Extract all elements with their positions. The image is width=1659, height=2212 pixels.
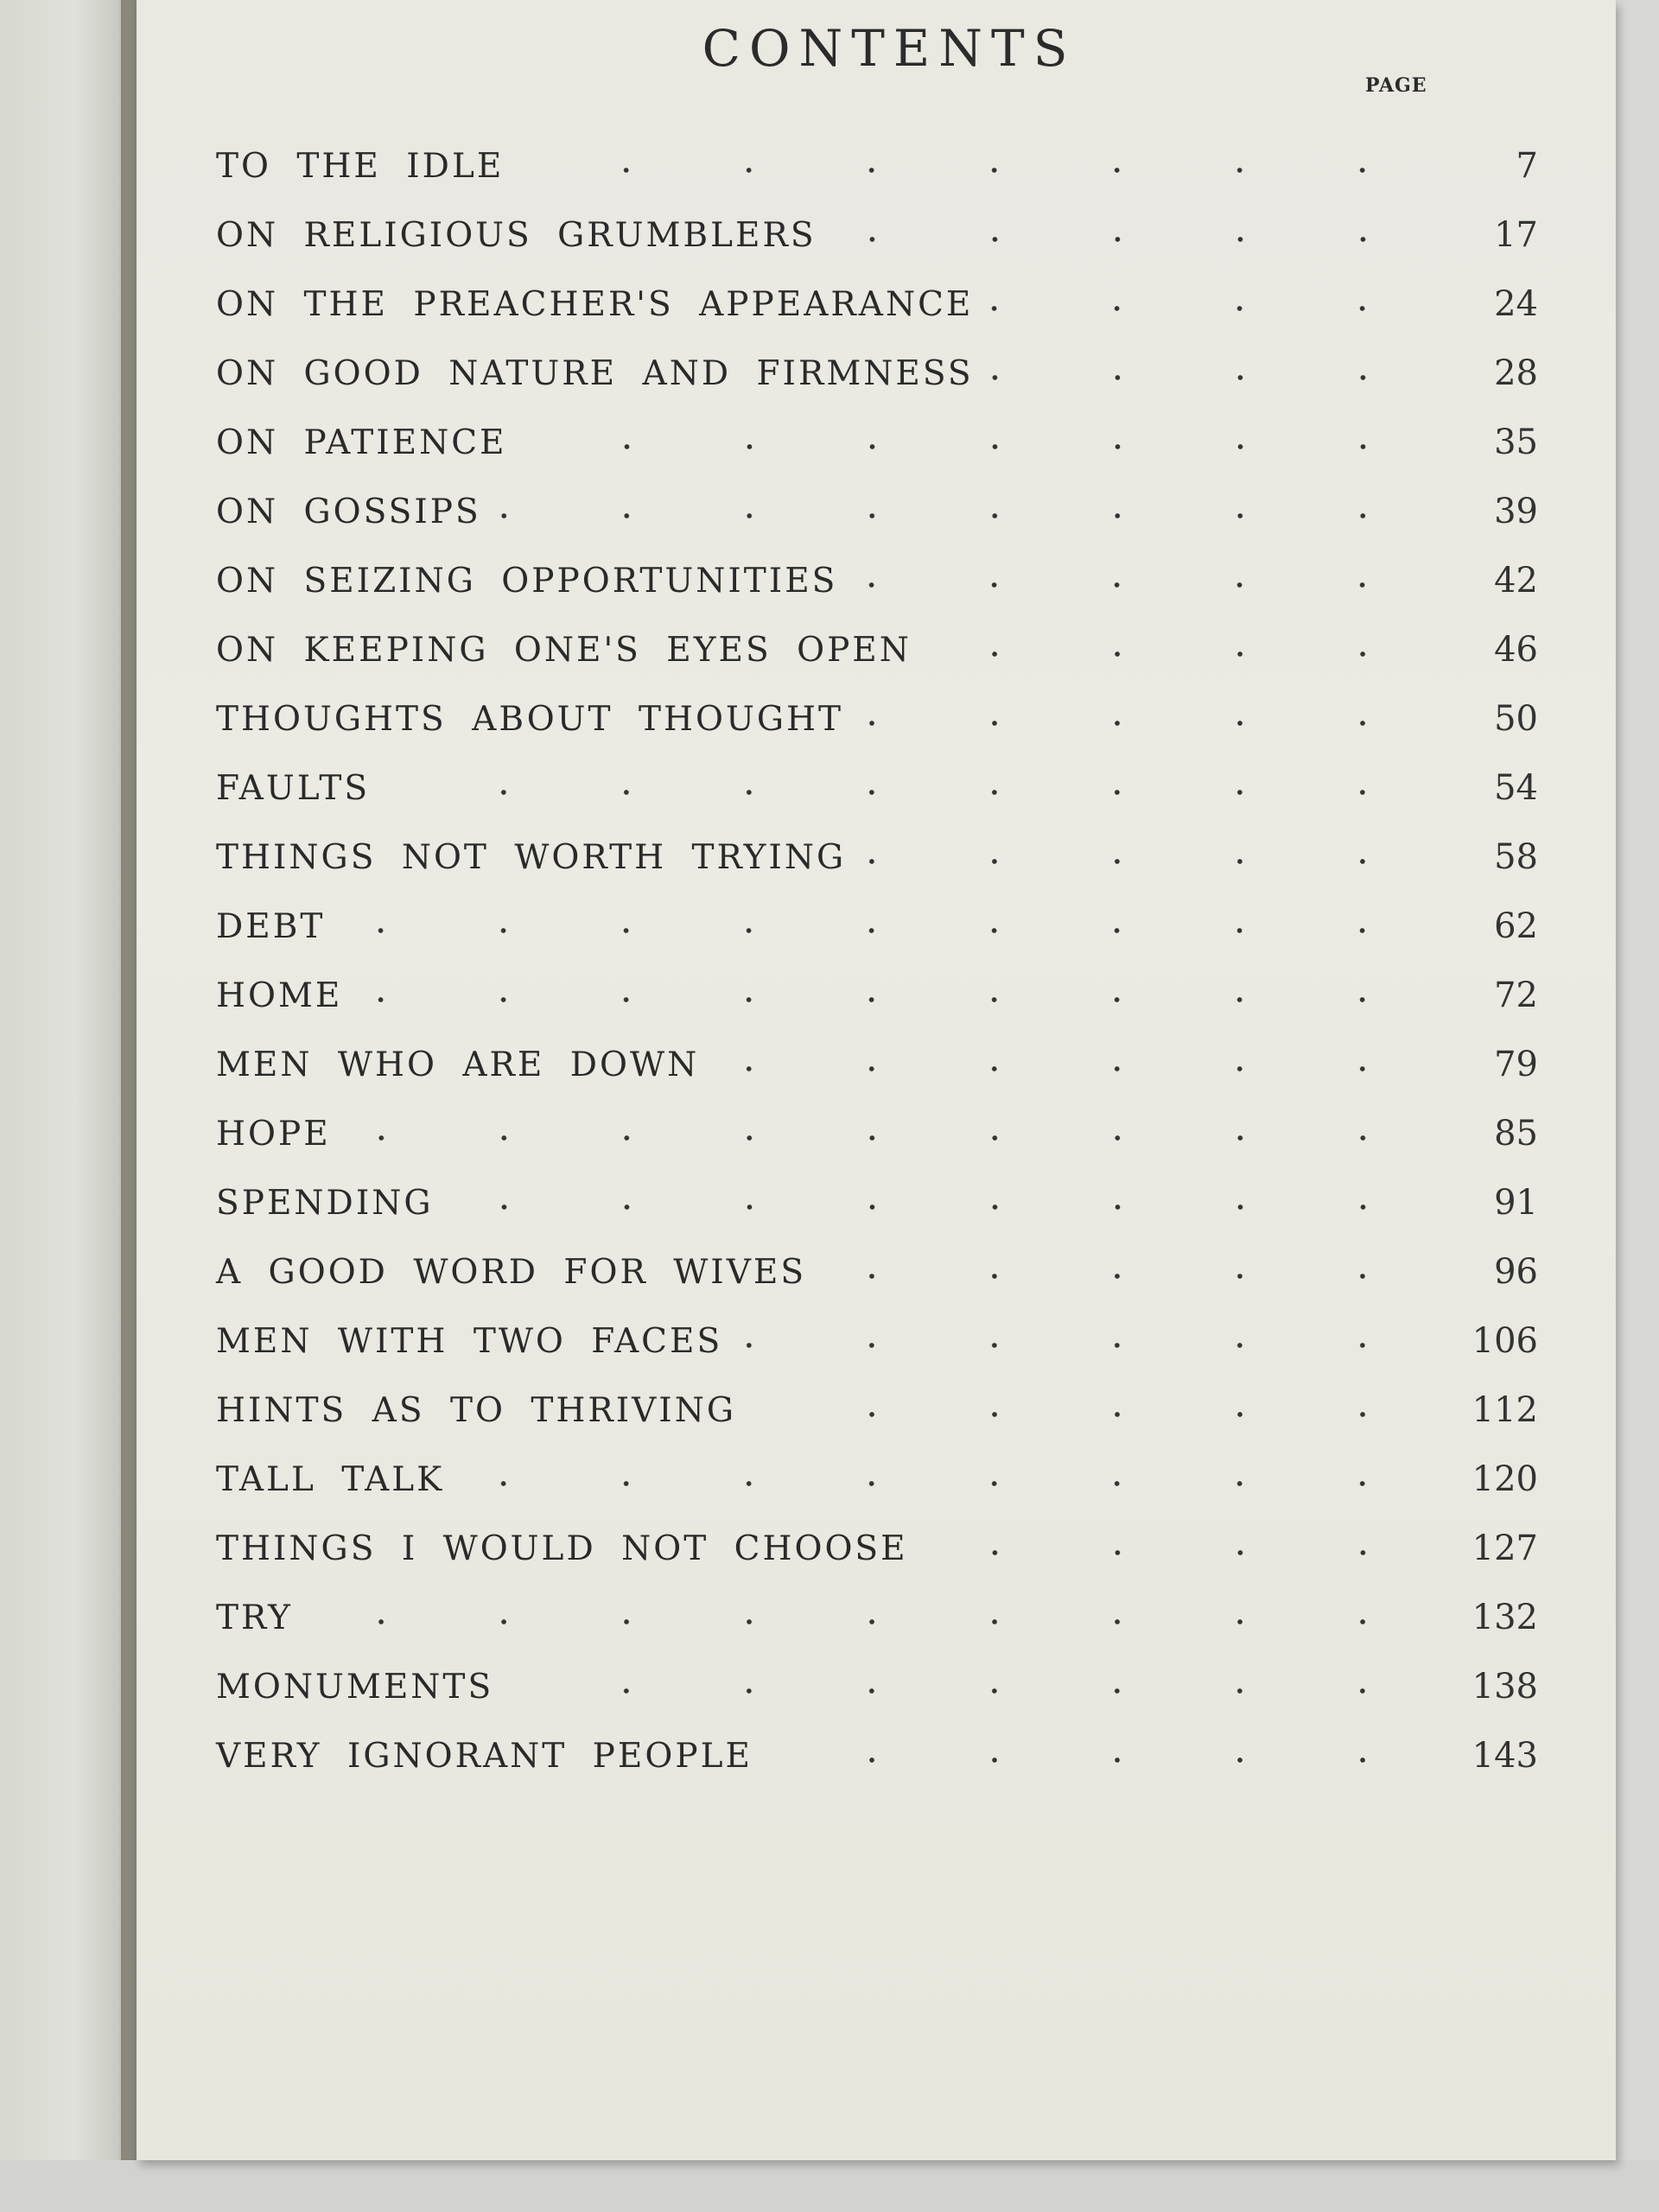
toc-entry-title: THINGS NOT WORTH TRYING (216, 837, 847, 877)
toc-entry (216, 1583, 1538, 1652)
toc-entry (216, 546, 1538, 615)
dot-leader (989, 375, 1424, 380)
toc-entry-title: ON KEEPING ONE'S EYES OPEN (216, 630, 912, 670)
dot-leader (768, 1758, 1424, 1763)
toc-entry-title: THOUGHTS ABOUT THOUGHT (216, 699, 843, 739)
toc-entry-title: MONUMENTS (216, 1667, 494, 1707)
toc-entry-page-number: 35 (1494, 423, 1538, 462)
toc-entry-page-number: 24 (1494, 284, 1538, 324)
toc-entry-title: DEBT (216, 906, 326, 946)
toc-entry-title: FAULTS (216, 768, 371, 808)
toc-entry-title: HOPE (216, 1114, 331, 1154)
toc-entry (216, 615, 1538, 684)
toc-entry-title: ON RELIGIOUS GRUMBLERS (216, 215, 817, 255)
dot-leader (738, 1343, 1424, 1348)
toc-entry-title: MEN WITH TWO FACES (216, 1321, 723, 1361)
toc-entry-page-number: 112 (1471, 1390, 1538, 1430)
toc-entry (216, 1652, 1538, 1721)
dot-leader (861, 859, 1424, 864)
toc-entry-title: A GOOD WORD FOR WIVES (216, 1252, 807, 1292)
toc-entry-page-number: 132 (1471, 1598, 1538, 1637)
contents-page (137, 0, 1616, 2160)
toc-entry-page-number: 39 (1494, 492, 1538, 531)
toc-entry-page-number: 50 (1494, 699, 1538, 739)
dot-leader (924, 1550, 1424, 1555)
dot-leader (449, 1205, 1424, 1210)
toc-entry-page-number: 58 (1494, 837, 1538, 877)
dot-leader (523, 444, 1424, 449)
dot-leader (822, 1274, 1424, 1279)
toc-entry (216, 1514, 1538, 1583)
toc-entry (216, 477, 1538, 546)
toc-entry-page-number: 54 (1494, 768, 1538, 808)
toc-entry-title: ON SEIZING OPPORTUNITIES (216, 561, 838, 601)
left-page-edge (0, 0, 138, 2212)
toc-entry (216, 1168, 1538, 1237)
toc-entry-title: ON THE PREACHER'S APPEARANCE (216, 284, 974, 324)
toc-entry (216, 1445, 1538, 1514)
toc-entry-title: VERY IGNORANT PEOPLE (216, 1736, 753, 1776)
dot-leader (497, 513, 1424, 518)
dot-leader (752, 1412, 1424, 1417)
toc-entry (216, 1237, 1538, 1306)
toc-entry-title: HOME (216, 976, 343, 1015)
toc-entry-title: ON PATIENCE (216, 423, 507, 462)
toc-entry (216, 823, 1538, 892)
dot-leader (308, 1619, 1424, 1624)
page-title: CONTENTS (702, 19, 1077, 78)
page-column-label: PAGE (1365, 74, 1427, 97)
dot-leader (340, 928, 1424, 933)
toc-entry (216, 961, 1538, 1030)
dot-leader (509, 1688, 1424, 1694)
toc-entry-page-number: 85 (1494, 1114, 1538, 1154)
toc-entry (216, 1306, 1538, 1376)
toc-entry (216, 131, 1538, 200)
toc-entry-page-number: 46 (1494, 630, 1538, 670)
toc-entry-title: SPENDING (216, 1183, 434, 1223)
toc-entry-title: TRY (216, 1598, 293, 1637)
toc-entry (216, 408, 1538, 477)
dot-leader (853, 582, 1424, 588)
dot-leader (927, 652, 1424, 657)
toc-entry (216, 1099, 1538, 1168)
dot-leader (358, 997, 1424, 1002)
toc-entry-page-number: 42 (1494, 561, 1538, 601)
toc-entry-title: MEN WHO ARE DOWN (216, 1045, 700, 1084)
toc-entry-page-number: 72 (1494, 976, 1538, 1015)
table-of-contents (216, 131, 1538, 1790)
toc-entry-page-number: 138 (1471, 1667, 1538, 1707)
dot-leader (385, 790, 1424, 795)
dot-leader (988, 306, 1424, 311)
toc-entry (216, 1030, 1538, 1099)
toc-entry (216, 270, 1538, 339)
dot-leader (346, 1135, 1424, 1141)
toc-entry-page-number: 79 (1494, 1045, 1538, 1084)
toc-entry (216, 339, 1538, 408)
toc-entry-title: ON GOOD NATURE AND FIRMNESS (216, 353, 974, 393)
toc-entry-page-number: 62 (1494, 906, 1538, 946)
toc-entry-page-number: 91 (1494, 1183, 1538, 1223)
toc-entry (216, 892, 1538, 961)
toc-entry-page-number: 96 (1494, 1252, 1538, 1292)
dot-leader (519, 168, 1424, 173)
toc-entry-page-number: 120 (1471, 1459, 1538, 1499)
toc-entry (216, 684, 1538, 753)
dot-leader (859, 721, 1424, 726)
toc-entry (216, 753, 1538, 823)
toc-entry (216, 1376, 1538, 1445)
toc-entry-title: ON GOSSIPS (216, 492, 481, 531)
dot-leader (832, 237, 1424, 242)
toc-entry-page-number: 106 (1471, 1321, 1538, 1361)
toc-entry-title: TO THE IDLE (216, 146, 505, 186)
toc-entry (216, 1721, 1538, 1790)
toc-entry-title: THINGS I WOULD NOT CHOOSE (216, 1529, 908, 1568)
toc-entry-page-number: 127 (1471, 1529, 1538, 1568)
background-cloth-bottom (0, 2160, 1659, 2212)
toc-entry-page-number: 28 (1494, 353, 1538, 393)
toc-entry (216, 200, 1538, 270)
dot-leader (715, 1066, 1424, 1071)
toc-entry-title: TALL TALK (216, 1459, 445, 1499)
toc-entry-title: HINTS AS TO THRIVING (216, 1390, 736, 1430)
toc-entry-page-number: 7 (1516, 146, 1538, 186)
toc-entry-page-number: 143 (1471, 1736, 1538, 1776)
dot-leader (460, 1481, 1424, 1486)
toc-entry-page-number: 17 (1494, 215, 1538, 255)
